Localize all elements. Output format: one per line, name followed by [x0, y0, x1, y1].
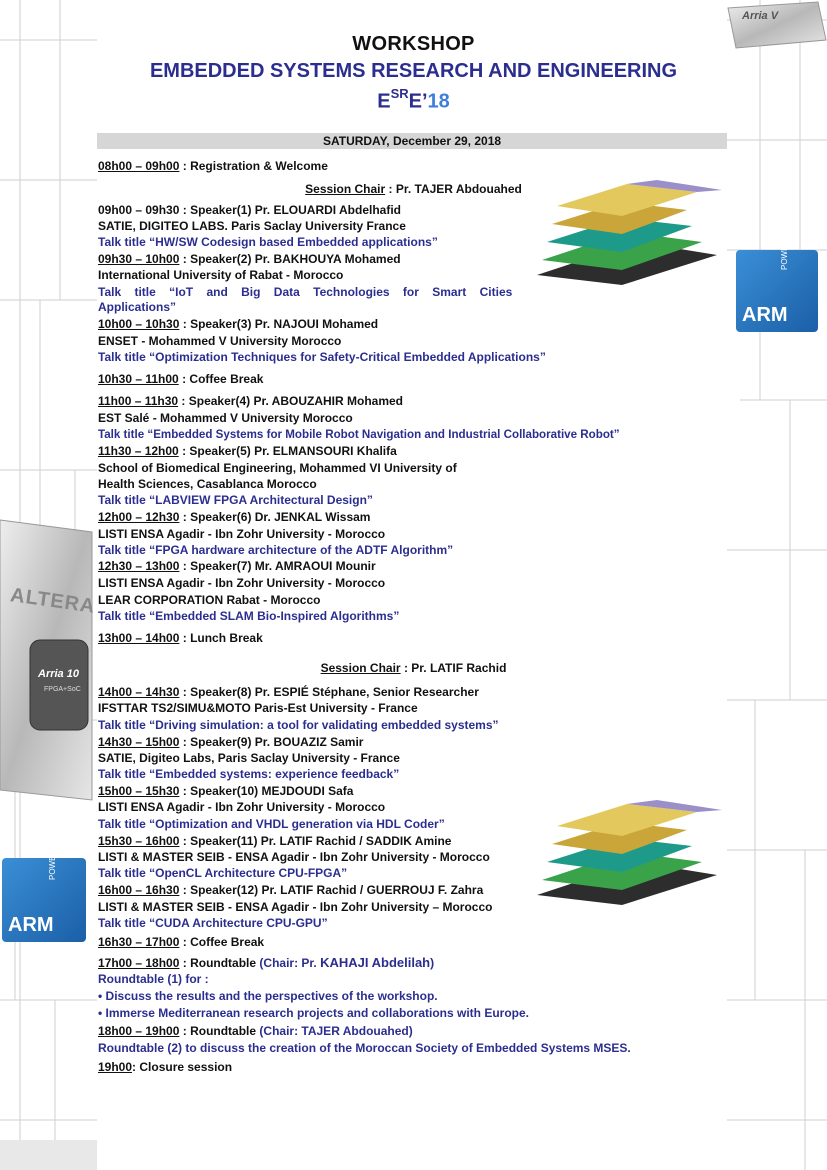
- session-chair-name: : Pr. TAJER Abdouahed: [385, 182, 522, 196]
- roundtable-chair-open: (Chair: Pr.: [259, 956, 321, 970]
- session-chair-2: [0, 661, 827, 676]
- registration-line: [98, 159, 328, 174]
- speaker-7-affiliation-2: LEAR CORPORATION Rabat - Morocco: [98, 593, 321, 607]
- roundtable-chair-close: ): [430, 956, 435, 970]
- time-slot: 14h00 – 14h30: [98, 685, 180, 699]
- entry-text: : Coffee Break: [178, 372, 264, 386]
- speaker-7-affiliation-1: LISTI ENSA Agadir - Ibn Zohr University - Morocco: [98, 576, 386, 590]
- speaker-12-talk: Talk title “CUDA Architecture CPU-GPU”: [98, 916, 328, 930]
- entry-text: : Speaker(8) Pr. ESPIÉ Stéphane, Senior Researcher: [179, 685, 479, 699]
- roundtable-chair-name: KAHAJI Abdelilah: [320, 955, 431, 970]
- speaker-5-affiliation-2: Health Sciences, Casablanca Morocco: [98, 477, 317, 491]
- speaker-5-line: [98, 444, 397, 459]
- time-slot: 15h00 – 15h30: [98, 784, 180, 798]
- speaker-4-talk: Talk title “Embedded Systems for Mobile Robot Navigation and Industrial Collaborative Robot”: [98, 428, 620, 441]
- time-slot: 18h00 – 19h00: [98, 1024, 180, 1038]
- time-slot: 12h30 – 13h00: [98, 559, 180, 573]
- arria-10-chip-graphic: [0, 520, 92, 800]
- speaker-10-affiliation: LISTI ENSA Agadir - Ibn Zohr University - Morocco: [98, 800, 386, 814]
- arm-powered-logo-right: [736, 228, 818, 332]
- workshop-acronym: [80, 88, 747, 114]
- entry-text: : Closure session: [132, 1060, 233, 1074]
- speaker-4-line: [98, 394, 403, 409]
- speaker-10-line: [98, 784, 353, 799]
- time-slot: 09h00 – 09h30: [98, 203, 180, 217]
- speaker-11-talk: Talk title “OpenCL Architecture CPU-FPGA”: [98, 866, 348, 880]
- speaker-7-line: [98, 559, 376, 574]
- powered-label: POWERED: [48, 838, 57, 880]
- speaker-8-talk: Talk title “Driving simulation: a tool for validating embedded systems”: [98, 718, 499, 732]
- arm-logo-text: ARM: [8, 914, 54, 936]
- roundtable-chair: (Chair: TAJER Abdouahed): [259, 1024, 413, 1038]
- time-slot: 11h30 – 12h00: [98, 444, 179, 458]
- arria-10-logo: Arria 10: [38, 668, 79, 680]
- session-chair-name: : Pr. LATIF Rachid: [400, 661, 507, 675]
- speaker-8-line: [98, 685, 479, 700]
- speaker-9-affiliation: SATIE, Digiteo Labs, Paris Saclay University - France: [98, 751, 400, 765]
- time-slot: 16h30 – 17h00: [98, 935, 180, 949]
- session-chair-label: Session Chair: [320, 661, 401, 675]
- speaker-12-affiliation: LISTI & MASTER SEIB - ENSA Agadir - Ibn Zohr University – Morocco: [98, 900, 493, 914]
- entry-text: : Speaker(12) Pr. LATIF Rachid / GUERROUJ F. Zahra: [179, 883, 484, 897]
- entry-text: : Registration & Welcome: [179, 159, 328, 173]
- soc-stack-image-bottom: [527, 800, 727, 910]
- speaker-11-line: [98, 834, 451, 849]
- acronym-e2: E’: [408, 90, 428, 113]
- acronym-sr: SR: [390, 86, 409, 101]
- speaker-6-talk: Talk title “FPGA hardware architecture of the ADTF Algorithm”: [98, 543, 454, 557]
- time-slot: 09h30 – 10h00: [98, 252, 180, 266]
- day-banner: SATURDAY, December 29, 2018: [97, 133, 727, 149]
- altera-logo: ALTERA: [8, 584, 97, 618]
- entry-text: : Lunch Break: [179, 631, 263, 645]
- time-slot: 19h00: [98, 1060, 133, 1074]
- entry-text: : Speaker(2) Pr. BAKHOUYA Mohamed: [179, 252, 401, 266]
- speaker-9-talk: Talk title “Embedded systems: experience feedback”: [98, 767, 400, 781]
- speaker-3-talk: Talk title “Optimization Techniques for Safety-Critical Embedded Applications”: [98, 350, 546, 364]
- acronym-e1: E: [377, 90, 391, 113]
- acronym-year: 18: [427, 90, 450, 113]
- speaker-6-affiliation: LISTI ENSA Agadir - Ibn Zohr University - Morocco: [98, 527, 386, 541]
- time-slot: 12h00 – 12h30: [98, 510, 180, 524]
- session-chair-1: [0, 182, 827, 197]
- speaker-5-affiliation-1: School of Biomedical Engineering, Mohammed VI University of: [98, 461, 457, 475]
- roundtable-1-line: [98, 955, 434, 971]
- speaker-1-talk: Talk title “HW/SW Codesign based Embedded applications”: [98, 235, 438, 249]
- entry-text: : Coffee Break: [179, 935, 265, 949]
- speaker-11-affiliation: LISTI & MASTER SEIB - ENSA Agadir - Ibn Zohr University - Morocco: [98, 850, 490, 864]
- speaker-9-line: [98, 735, 363, 750]
- entry-text: : Speaker(10) MEJDOUDI Safa: [179, 784, 354, 798]
- arria-10-sub-label: FPGA+SoC: [44, 686, 81, 693]
- roundtable-1-heading: Roundtable (1) for :: [98, 972, 209, 986]
- speaker-6-line: [98, 510, 370, 525]
- speaker-12-line: [98, 883, 483, 898]
- roundtable-2-description: Roundtable (2) to discuss the creation of the Moroccan Society of Embedded Systems MSES.: [98, 1041, 631, 1055]
- entry-text: : Speaker(6) Dr. JENKAL Wissam: [179, 510, 371, 524]
- speaker-3-line: [98, 317, 378, 332]
- speaker-2-line: [98, 252, 401, 267]
- entry-text: : Roundtable: [179, 956, 260, 970]
- coffee-break-1: [98, 372, 263, 387]
- speaker-2-talk-line-2: Applications”: [98, 300, 177, 314]
- entry-text: : Speaker(5) Pr. ELMANSOURI Khalifa: [178, 444, 397, 458]
- coffee-break-2: [98, 935, 264, 950]
- speaker-10-talk: Talk title “Optimization and VHDL generation via HDL Coder”: [98, 817, 445, 831]
- entry-text: : Speaker(4) Pr. ABOUZAHIR Mohamed: [178, 394, 404, 408]
- time-slot: 16h00 – 16h30: [98, 883, 180, 897]
- speaker-7-talk: Talk title “Embedded SLAM Bio-Inspired Algorithms”: [98, 609, 400, 623]
- speaker-1-affiliation: SATIE, DIGITEO LABS. Paris Saclay University France: [98, 219, 406, 233]
- entry-text: : Speaker(3) Pr. NAJOUI Mohamed: [179, 317, 379, 331]
- speaker-8-affiliation: IFSTTAR TS2/SIMU&MOTO Paris-Est University - France: [98, 701, 418, 715]
- speaker-5-talk: Talk title “LABVIEW FPGA Architectural Design”: [98, 493, 373, 507]
- time-slot: 10h30 – 11h00: [98, 372, 179, 386]
- roundtable-1-bullet-2: • Immerse Mediterranean research projects and collaborations with Europe.: [98, 1006, 529, 1020]
- arria-v-logo: Arria V: [742, 10, 779, 22]
- time-slot: 10h00 – 10h30: [98, 317, 180, 331]
- speaker-3-affiliation: ENSET - Mohammed V University Morocco: [98, 334, 342, 348]
- time-slot: 08h00 – 09h00: [98, 159, 180, 173]
- lunch-break: [98, 631, 263, 646]
- roundtable-2-line: [98, 1024, 413, 1039]
- time-slot: 17h00 – 18h00: [98, 956, 180, 970]
- time-slot: 11h00 – 11h30: [98, 394, 179, 408]
- entry-text: : Speaker(9) Pr. BOUAZIZ Samir: [179, 735, 364, 749]
- closure-line: [98, 1060, 232, 1075]
- speaker-4-affiliation: EST Salé - Mohammed V University Morocco: [98, 411, 353, 425]
- arm-powered-logo-left: [2, 838, 86, 942]
- time-slot: 14h30 – 15h00: [98, 735, 180, 749]
- arm-logo-text: ARM: [742, 304, 788, 326]
- powered-label: POWERED: [780, 228, 789, 270]
- session-chair-label: Session Chair: [305, 182, 386, 196]
- workshop-title: EMBEDDED SYSTEMS RESEARCH AND ENGINEERING: [149, 60, 678, 82]
- roundtable-1-bullet-1: • Discuss the results and the perspectives of the workshop.: [98, 989, 438, 1003]
- time-slot: 13h00 – 14h00: [98, 631, 180, 645]
- entry-text: : Speaker(1) Pr. ELOUARDI Abdelhafid: [179, 203, 402, 217]
- speaker-1-line: [98, 203, 401, 218]
- entry-text: : Roundtable: [179, 1024, 260, 1038]
- speaker-2-talk-line-1: Talk title “IoT and Big Data Technologies for Smart Cities: [98, 285, 513, 299]
- workshop-heading: WORKSHOP: [352, 33, 475, 55]
- entry-text: : Speaker(7) Mr. AMRAOUI Mounir: [179, 559, 376, 573]
- speaker-2-affiliation: International University of Rabat - Morocco: [98, 268, 344, 282]
- time-slot: 15h30 – 16h00: [98, 834, 180, 848]
- entry-text: : Speaker(11) Pr. LATIF Rachid / SADDIK Amine: [179, 834, 452, 848]
